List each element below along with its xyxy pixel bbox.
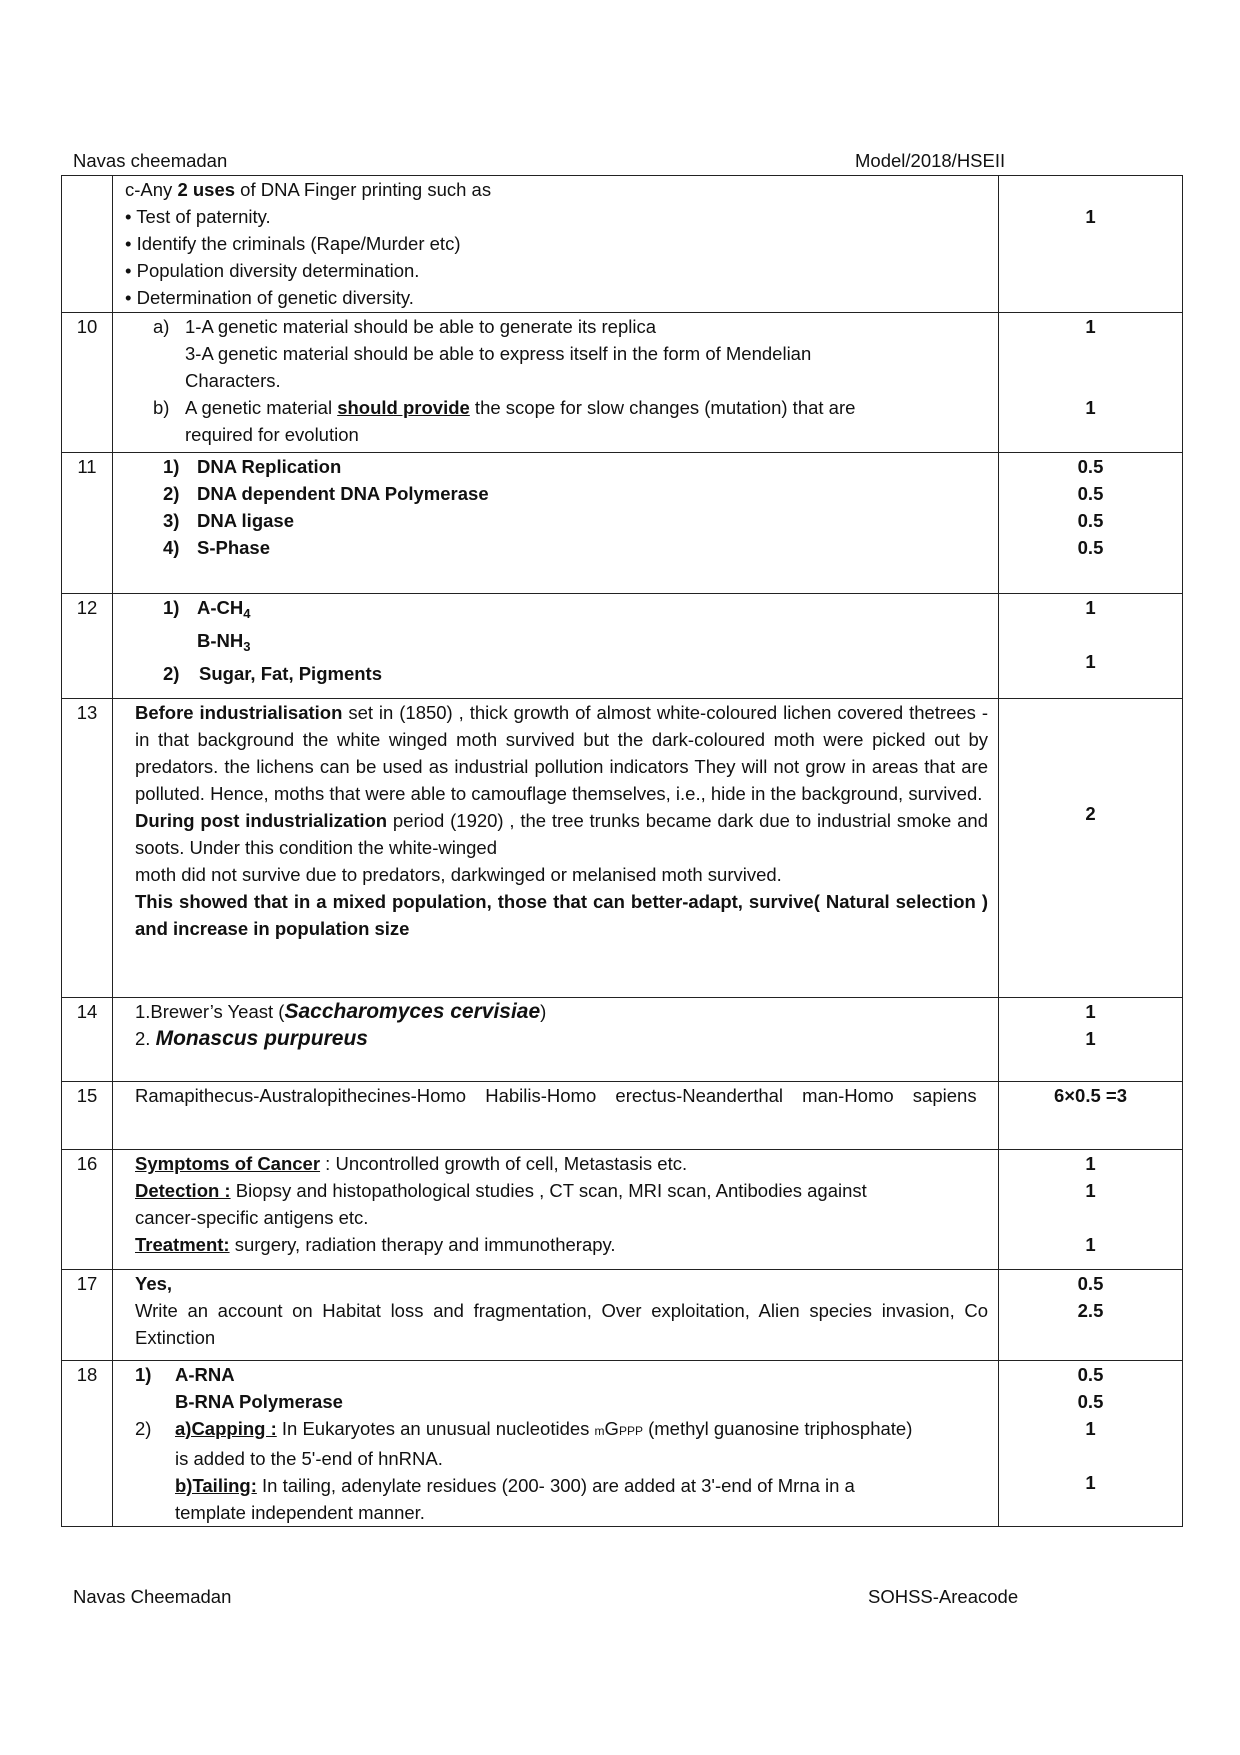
answer-cell [113, 1361, 999, 1527]
marks-cell [999, 1150, 1183, 1270]
footer-left: Navas Cheemadan [73, 1586, 232, 1607]
answer-cell [113, 176, 999, 313]
marks-cell [999, 1082, 1183, 1150]
question-number: 16 [62, 1150, 113, 1270]
answer-cell [113, 313, 999, 453]
table-row-9c [62, 176, 1183, 313]
mark-value: 1 [1085, 316, 1096, 337]
marks-cell [999, 313, 1183, 453]
mark-value: 1 [1085, 1418, 1096, 1439]
mark-value: 1 [1085, 1001, 1096, 1022]
answer-cell [113, 453, 999, 594]
answer-line: required for evolution [185, 424, 359, 445]
answer-line: 2) a)Capping : In Eukaryotes an unusual nucleotides mGPPP (methyl guanosine triphosphate) [135, 1418, 913, 1439]
mark-value: 0.5 [1077, 1391, 1104, 1412]
answer-bullet: • Population diversity determination. [125, 260, 420, 281]
answer-cell [113, 1150, 999, 1270]
footer-right: SOHSS-Areacode [868, 1586, 1019, 1607]
answer-line: $B-NH_3$ [197, 630, 251, 654]
question-number: 10 [62, 313, 113, 453]
table-row-18 [62, 1361, 1183, 1527]
marks-cell [999, 998, 1183, 1082]
answer-line: 1) $A-CH_4$ [163, 597, 251, 621]
answer-line: b) A genetic material should provide the scope for slow changes (mutation) that are [153, 397, 856, 418]
answer-cell [113, 998, 999, 1082]
mark-value: 1 [1085, 1028, 1096, 1049]
mark-value: 1 [1085, 651, 1096, 672]
answer-line: Treatment: surgery, radiation therapy and immunotherapy. [135, 1234, 616, 1255]
mark-value: 1 [1085, 1472, 1096, 1493]
marks-cell [999, 699, 1183, 998]
answer-line: template independent manner. [175, 1502, 425, 1523]
mark-value: 0.5 [1077, 456, 1104, 477]
marks-cell [999, 176, 1183, 313]
answer-paragraph: Write an account on Habitat loss and fragmentation, Over exploitation, Alien species invasion, Co Extinction [135, 1300, 988, 1348]
answer-paragraph: Ramapithecus-Australopithecines-Homo Habilis-Homo erectus-Neanderthal man-Homo sapiens [135, 1085, 977, 1106]
question-number: 17 [62, 1270, 113, 1361]
mark-value: 0.5 [1077, 483, 1104, 504]
table-row-12 [62, 594, 1183, 699]
table-row-10 [62, 313, 1183, 453]
mark-value: 6×0.5 =3 [1053, 1085, 1128, 1106]
table-row-11 [62, 453, 1183, 594]
question-number: 13 [62, 699, 113, 998]
table-row-16 [62, 1150, 1183, 1270]
table-row-14 [62, 998, 1183, 1082]
answer-bullet: • Identify the criminals (Rape/Murder etc) [125, 233, 461, 254]
answer-line: b)Tailing: In tailing, adenylate residues (200- 300) are added at 3'-end of Mrna in a [175, 1475, 855, 1496]
mark-value: 1 [1085, 1234, 1096, 1255]
mark-value: 0.5 [1077, 537, 1104, 558]
answer-line: 3-A genetic material should be able to express itself in the form of Mendelian [185, 343, 812, 364]
answer-line: is added to the 5'-end of hnRNA. [175, 1448, 443, 1469]
answer-line: Yes, [135, 1273, 173, 1294]
question-number: 12 [62, 594, 113, 699]
answer-line: 2) Sugar, Fat, Pigments [163, 663, 382, 684]
answer-line: 1) A-RNA [135, 1364, 235, 1385]
answer-line: Symptoms of Cancer : Uncontrolled growth of cell, Metastasis etc. [135, 1153, 688, 1174]
mark-value: 1 [1085, 206, 1096, 227]
mark-value: 0.5 [1077, 1364, 1104, 1385]
answer-cell [113, 594, 999, 699]
answer-cell [113, 699, 999, 998]
answer-paragraph: Before industrialisation set in (1850) , thick growth of almost white-coloured lichen covered thetrees - in that background the white winged moth survived but the dark-coloured moth were picked out by predators. the lichens can be used as industrial pollution indicators They will not grow in areas that are polluted. Hence, moths that were able to camouflage themselves, i.e., hide in the background, survived. [135, 702, 989, 804]
answer-line: 3) DNA ligase [163, 510, 294, 531]
answer-line: 4) S-Phase [163, 537, 271, 558]
question-number: 14 [62, 998, 113, 1082]
answer-line: 2. Monascus purpureus [135, 1027, 368, 1050]
marks-cell [999, 594, 1183, 699]
mark-value: 2 [1085, 802, 1096, 824]
mark-value: 1 [1085, 597, 1096, 618]
header-left: Navas cheemadan [73, 150, 228, 171]
marks-cell [999, 1270, 1183, 1361]
header-right: Model/2018/HSEII [855, 150, 1006, 171]
question-number: 11 [62, 453, 113, 594]
answer-line: B-RNA Polymerase [175, 1391, 343, 1412]
marks-cell [999, 453, 1183, 594]
answer-paragraph: moth did not survive due to predators, darkwinged or melanised moth survived. [135, 864, 782, 885]
answer-key-table [61, 175, 1183, 1527]
answer-bullet: • Determination of genetic diversity. [125, 287, 414, 308]
table-row-13 [62, 699, 1183, 998]
answer-line: 1) DNA Replication [163, 456, 342, 477]
question-number: 15 [62, 1082, 113, 1150]
marks-cell [999, 1361, 1183, 1527]
mark-value: 1 [1085, 397, 1096, 418]
mark-value: 0.5 [1077, 1273, 1104, 1294]
answer-line: Detection : Biopsy and histopathological studies , CT scan, MRI scan, Antibodies against [135, 1180, 867, 1201]
answer-line: a) 1-A genetic material should be able to generate its replica [153, 316, 657, 337]
answer-bullet: • Test of paternity. [125, 206, 271, 227]
mark-value: 0.5 [1077, 510, 1104, 531]
answer-line: cancer-specific antigens etc. [135, 1207, 369, 1228]
answer-cell [113, 1270, 999, 1361]
answer-line: 1.Brewer’s Yeast (Saccharomyces cervisiae) [135, 1000, 547, 1023]
answer-line: c-Any 2 uses of DNA Finger printing such as [125, 179, 492, 200]
answer-line: Characters. [185, 370, 281, 391]
mark-value: 1 [1085, 1153, 1096, 1174]
answer-paragraph: This showed that in a mixed population, those that can better-adapt, survive( Natural selection ) and increase in population size [135, 891, 988, 939]
mark-value: 2.5 [1077, 1300, 1104, 1321]
question-number [62, 176, 113, 313]
table-row-17 [62, 1270, 1183, 1361]
question-number: 18 [62, 1361, 113, 1527]
table-row-15 [62, 1082, 1183, 1150]
answer-paragraph: During post industrialization period (1920) , the tree trunks became dark due to industrial smoke and soots. Under this condition the white-winged [135, 810, 988, 858]
mark-value: 1 [1085, 1180, 1096, 1201]
answer-cell [113, 1082, 999, 1150]
answer-line: 2) DNA dependent DNA Polymerase [163, 483, 489, 504]
